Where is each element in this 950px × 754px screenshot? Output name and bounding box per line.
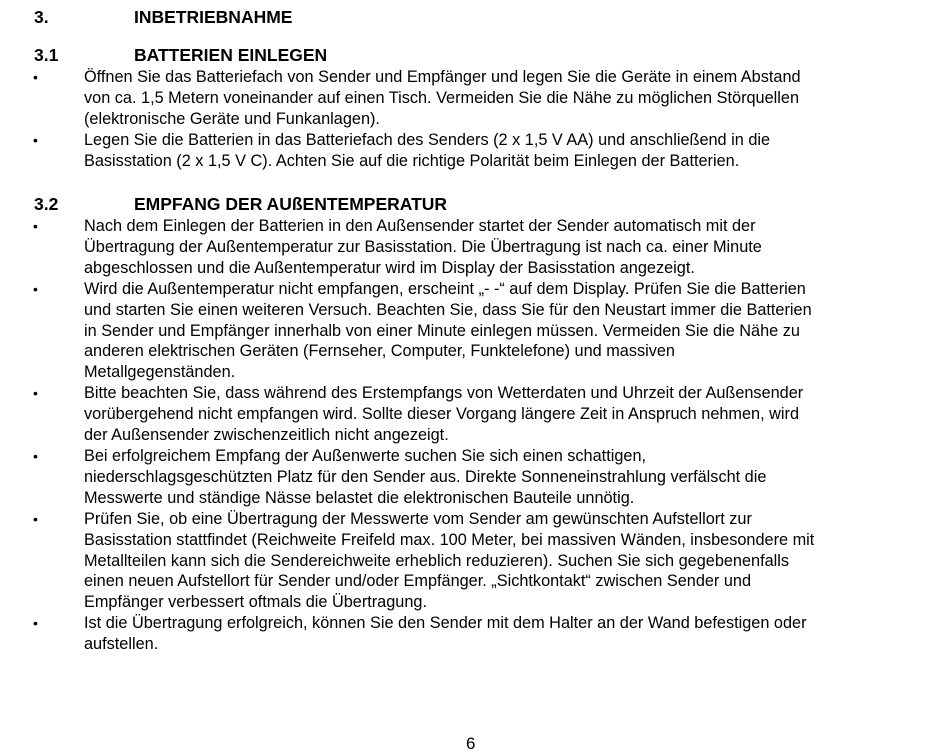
- text-line: und starten Sie einen weiteren Versuch. Beachten Sie, dass Sie für den Neustart immer die Batterien: [84, 300, 812, 319]
- bullet-icon: •: [33, 131, 38, 148]
- list-item: [0, 130, 950, 172]
- text-line: vorübergehend nicht empfangen wird. Sollte dieser Vorgang längere Zeit in Anspruch nehmen, wird: [84, 405, 799, 424]
- text-line: in Sender und Empfänger innerhalb von einer Minute einlegen müssen. Vermeiden Sie die Nähe zu: [84, 321, 800, 340]
- section-heading-3-1: [34, 45, 327, 66]
- text-line: Basisstation (2 x 1,5 V C). Achten Sie auf die richtige Polarität beim Einlegen der Batterien.: [84, 151, 740, 170]
- section-title: EMPFANG DER AUßENTEMPERATUR: [134, 194, 448, 214]
- bullet-icon: •: [33, 385, 38, 402]
- list-item: [0, 216, 950, 279]
- text-line: Prüfen Sie, ob eine Übertragung der Messwerte vom Sender am gewünschten Aufstellort zur: [84, 509, 752, 528]
- text-line: niederschlagsgeschützten Platz für den Sender aus. Direkte Sonneneinstrahlung verfälscht die: [84, 467, 767, 486]
- section-title: INBETRIEBNAHME: [134, 7, 293, 27]
- bullet-icon: •: [33, 69, 38, 85]
- list-item: [0, 446, 950, 509]
- text-line: aufstellen.: [84, 635, 159, 654]
- text-line: Bei erfolgreichem Empfang der Außenwerte suchen Sie sich einen schattigen,: [84, 446, 647, 465]
- text-line: einen neuen Aufstellort für Sender und/oder Empfänger. „Sichtkontakt“ zwischen Sender und: [84, 572, 752, 591]
- bullet-icon: •: [33, 280, 38, 297]
- bullet-icon: •: [33, 447, 38, 464]
- section-number: 3.1: [34, 45, 59, 65]
- bullet-list-reception: [0, 216, 950, 655]
- text-line: Öffnen Sie das Batteriefach von Sender und Empfänger und legen Sie die Geräte in einem Abstand: [84, 68, 801, 86]
- bullet-list-batteries: [0, 67, 950, 172]
- text-line: Empfänger verbessert oftmals die Übertragung.: [84, 593, 427, 612]
- text-line: Bitte beachten Sie, dass während des Erstempfangs von Wetterdaten und Uhrzeit der Außensender: [84, 384, 804, 403]
- text-line: Legen Sie die Batterien in das Batteriefach des Senders (2 x 1,5 V AA) und anschließend in die: [84, 130, 771, 149]
- text-line: von ca. 1,5 Metern voneinander auf einen Tisch. Vermeiden Sie die Nähe zu möglichen Störquellen: [84, 88, 800, 107]
- section-heading-3-2: [34, 194, 447, 215]
- text-line: (elektronische Geräte und Funkanlagen).: [84, 109, 380, 128]
- bullet-icon: •: [33, 510, 38, 527]
- list-item: [0, 509, 950, 614]
- text-line: Ist die Übertragung erfolgreich, können Sie den Sender mit dem Halter an der Wand befestigen oder: [84, 614, 807, 633]
- text-line: anderen elektrischen Geräten (Fernseher, Computer, Funktelefone) und massiven: [84, 342, 675, 361]
- list-item: [0, 613, 950, 655]
- text-line: Messwerte und ständige Nässe belastet die elektronischen Bauteile unnötig.: [84, 488, 635, 507]
- text-line: abgeschlossen und die Außentemperatur wird im Display der Basisstation angezeigt.: [84, 258, 695, 277]
- section-heading-3: [34, 7, 292, 28]
- bullet-icon: •: [33, 218, 38, 234]
- text-line: Nach dem Einlegen der Batterien in den Außensender startet der Sender automatisch mit der: [84, 217, 756, 235]
- section-number: 3.: [34, 7, 49, 27]
- text-line: Übertragung der Außentemperatur zur Basisstation. Die Übertragung ist nach ca. einer Minute: [84, 237, 762, 256]
- section-number: 3.2: [34, 194, 59, 214]
- text-line: der Außensender zwischenzeitlich nicht angezeigt.: [84, 426, 449, 445]
- page-number: 6: [466, 734, 476, 753]
- list-item: [0, 383, 950, 446]
- section-title: BATTERIEN EINLEGEN: [134, 45, 328, 65]
- list-item: [0, 67, 950, 130]
- text-line: Metallteilen kann sich die Sendereichweite erheblich reduzieren). Suchen Sie sich gegebenenfalls: [84, 551, 790, 570]
- bullet-icon: •: [33, 615, 38, 632]
- list-item: [0, 279, 950, 384]
- text-line: Metallgegenständen.: [84, 363, 236, 382]
- text-line: Wird die Außentemperatur nicht empfangen, erscheint „- -“ auf dem Display. Prüfen Sie die Batterien: [84, 279, 806, 298]
- text-line: Basisstation stattfindet (Reichweite Freifeld max. 100 Meter, bei massiven Wänden, insbesondere mit: [84, 530, 815, 549]
